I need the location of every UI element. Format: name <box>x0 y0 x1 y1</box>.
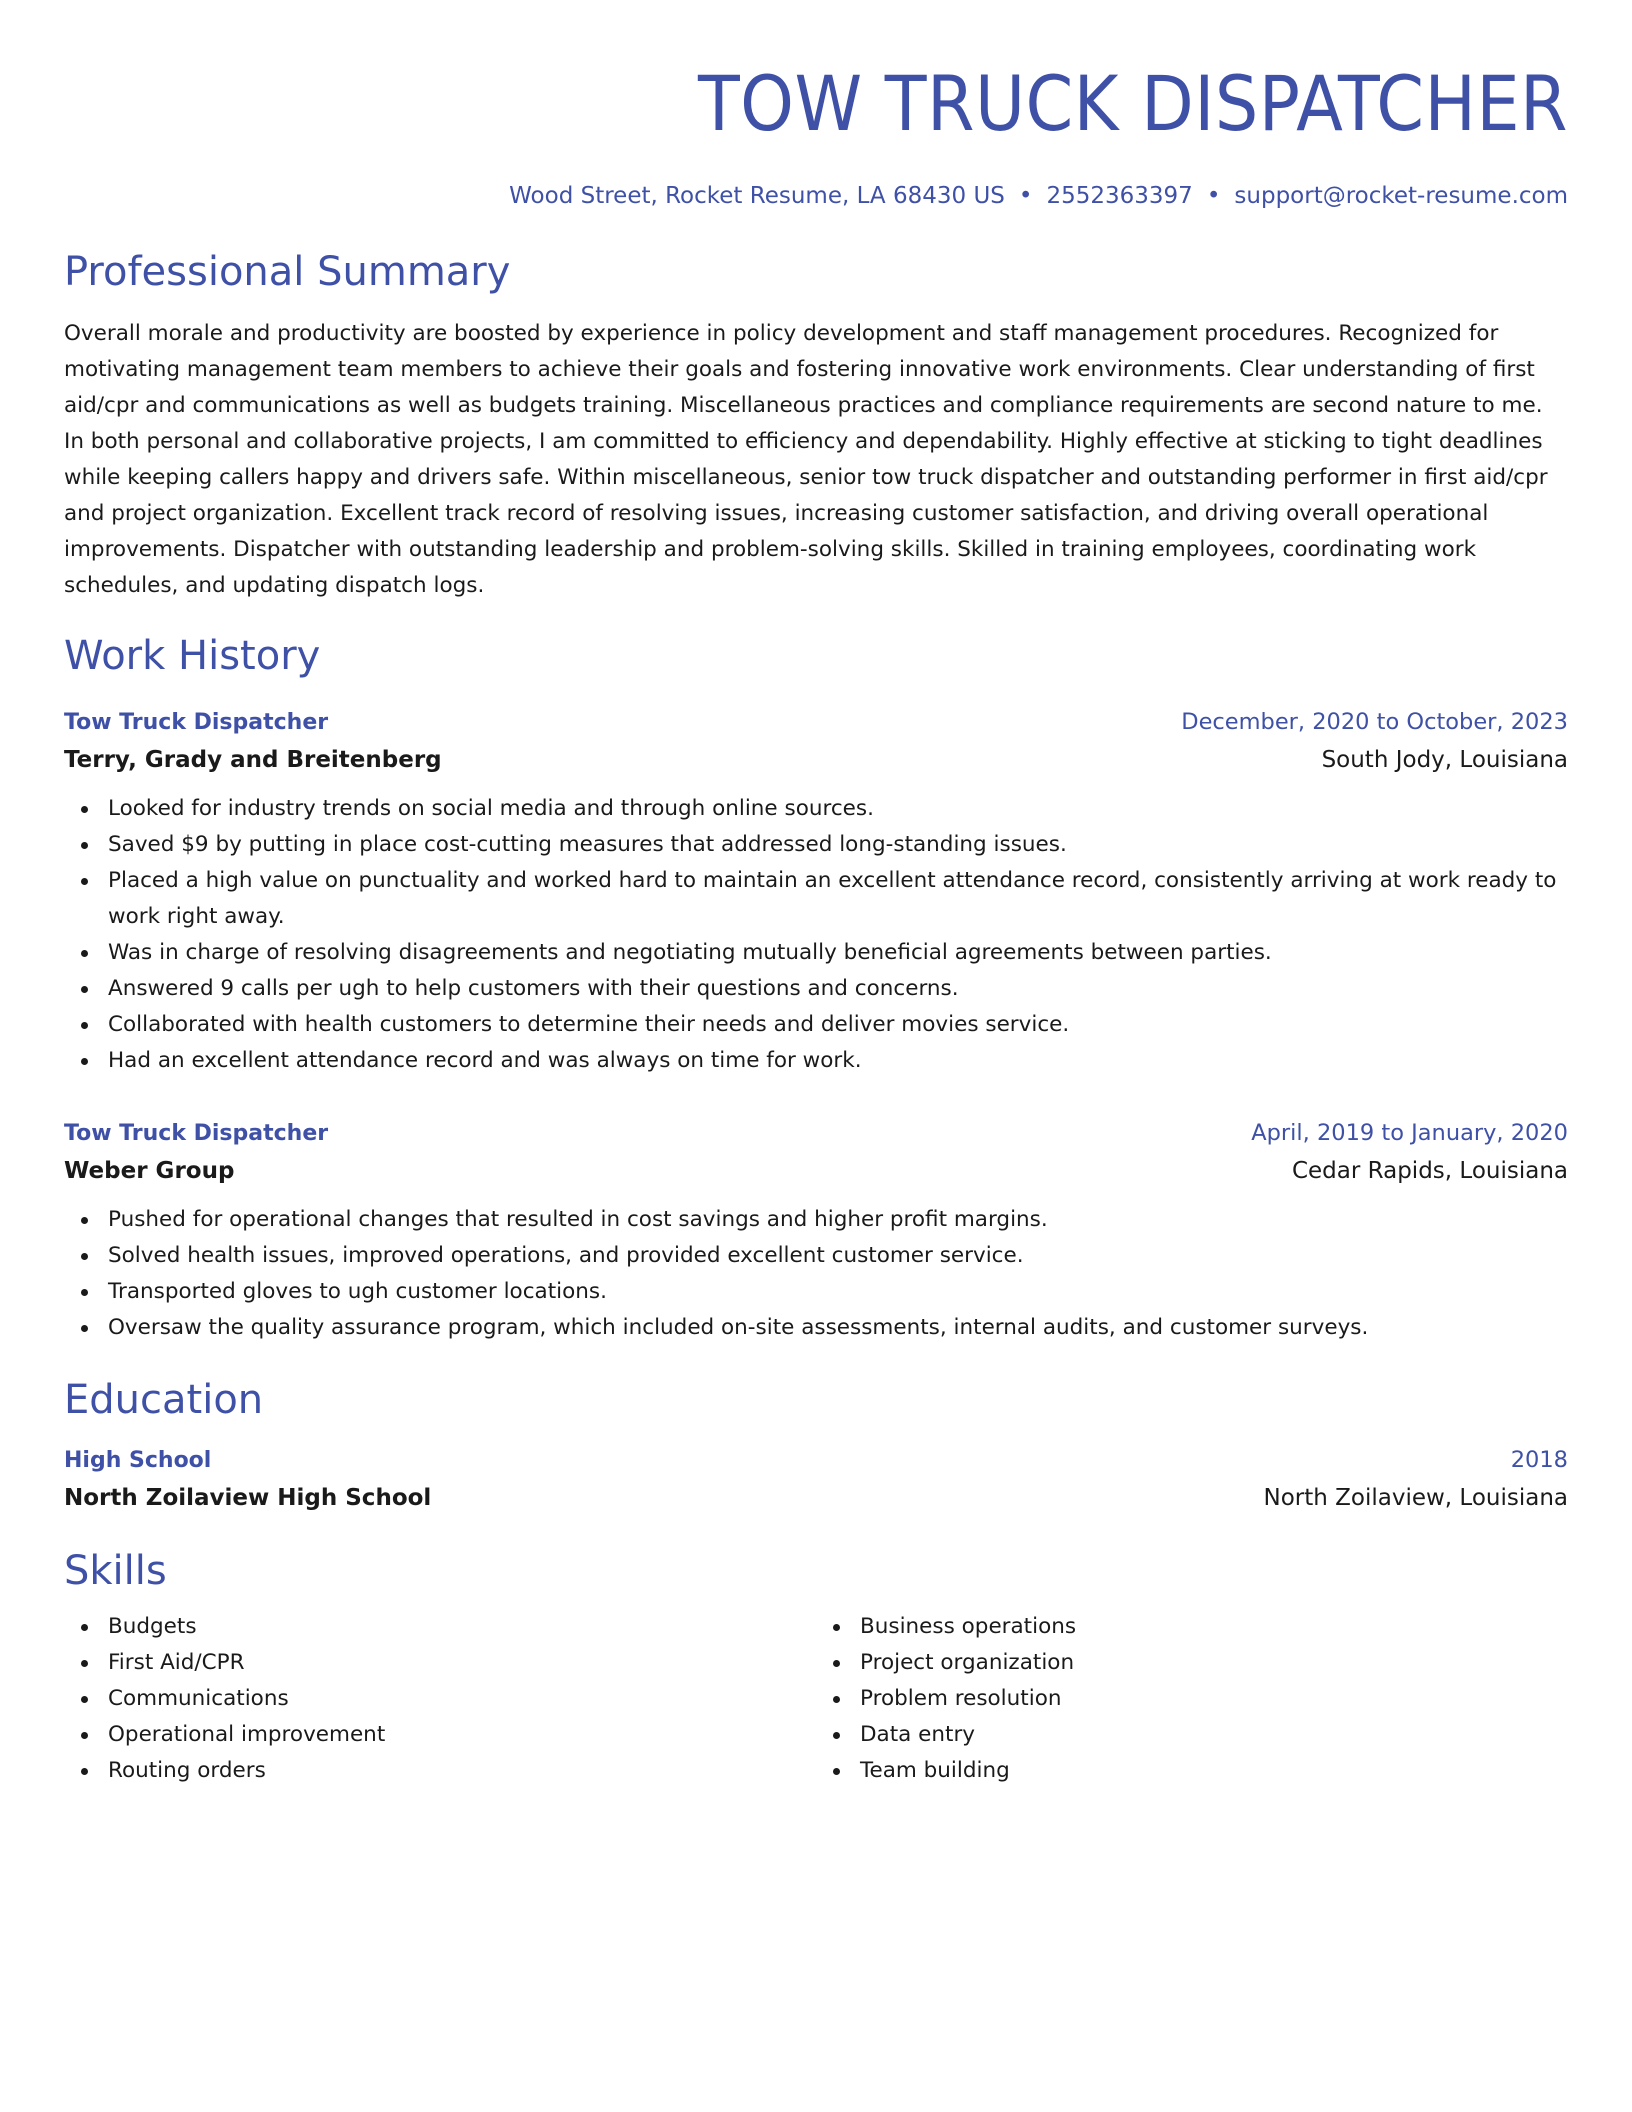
job-bullet: Solved health issues, improved operations, and provided excellent customer service. <box>108 1238 1568 1274</box>
education-degree: High School <box>64 1448 212 1473</box>
job-header-row <box>64 1115 1568 1152</box>
contact-phone: 2552363397 <box>1046 183 1193 209</box>
skills-columns <box>64 1609 1568 1789</box>
contact-email: support@rocket-resume.com <box>1234 183 1568 209</box>
resume-title: TOW TRUCK DISPATCHER <box>697 59 1568 148</box>
job-company-row <box>64 741 1568 779</box>
job-title: Tow Truck Dispatcher <box>64 1121 329 1146</box>
skill-item: Business operations <box>860 1609 1568 1645</box>
job-bullet: Looked for industry trends on social media and through online sources. <box>108 791 1568 827</box>
skills-list-right <box>816 1609 1568 1789</box>
education-school: North Zoilaview High School <box>64 1485 432 1511</box>
job-company: Terry, Grady and Breitenberg <box>64 747 442 773</box>
job-bullet: Was in charge of resolving disagreements and negotiating mutually beneficial agreements between parties. <box>108 935 1568 971</box>
skill-item: Team building <box>860 1753 1568 1789</box>
job-entry <box>64 704 1568 1079</box>
job-bullets <box>64 1202 1568 1346</box>
skill-item: Project organization <box>860 1645 1568 1681</box>
work-history-heading: Work History <box>64 633 321 679</box>
job-header-row <box>64 704 1568 741</box>
contact-separator: • <box>1206 183 1221 209</box>
education-header-row <box>64 1442 1568 1479</box>
contact-separator: • <box>1018 183 1033 209</box>
job-company: Weber Group <box>64 1158 235 1184</box>
job-bullet: Had an excellent attendance record and was always on time for work. <box>108 1043 1568 1079</box>
skill-item: Operational improvement <box>108 1717 816 1753</box>
job-bullet: Oversaw the quality assurance program, which included on-site assessments, internal audits, and customer surveys. <box>108 1310 1568 1346</box>
job-location: Cedar Rapids, Louisiana <box>1291 1158 1568 1184</box>
job-title: Tow Truck Dispatcher <box>64 710 329 735</box>
education-school-row <box>64 1479 1568 1517</box>
job-bullet: Placed a high value on punctuality and worked hard to maintain an excellent attendance record, consistently arriving at work ready to work right away. <box>108 863 1568 935</box>
job-dates: December, 2020 to October, 2023 <box>1181 709 1568 735</box>
skill-item: Data entry <box>860 1717 1568 1753</box>
contact-line <box>64 180 1568 212</box>
skills-list-left <box>64 1609 816 1789</box>
job-entry <box>64 1115 1568 1346</box>
job-bullet: Collaborated with health customers to determine their needs and deliver movies service. <box>108 1007 1568 1043</box>
contact-address: Wood Street, Rocket Resume, LA 68430 US <box>509 183 1005 209</box>
summary-text: Overall morale and productivity are boosted by experience in policy development and staff management procedures. Recognized for motivating management team members to achieve their goals and fostering innovative work environments. Clear understanding of first aid/cpr and communications as well as budgets training. Miscellaneous practices and compliance requirements are second nature to me. In both personal and collaborative projects, I am committed to efficiency and dependability. Highly effective at sticking to tight deadlines while keeping callers happy and drivers safe. Within miscellaneous, senior tow truck dispatcher and outstanding performer in first aid/cpr and project organization. Excellent track record of resolving issues, increasing customer satisfaction, and driving overall operational improvements. Dispatcher with outstanding leadership and problem-solving skills. Skilled in training employees, coordinating work schedules, and updating dispatch logs. <box>64 321 1548 598</box>
skill-item: Problem resolution <box>860 1681 1568 1717</box>
skills-heading: Skills <box>64 1548 167 1594</box>
summary-heading: Professional Summary <box>64 249 511 295</box>
job-location: South Jody, Louisiana <box>1321 747 1568 773</box>
education-entry <box>64 1442 1568 1517</box>
skill-item: Routing orders <box>108 1753 816 1789</box>
education-year: 2018 <box>1510 1447 1568 1473</box>
skill-item: Budgets <box>108 1609 816 1645</box>
job-bullets <box>64 791 1568 1079</box>
job-bullet: Saved $9 by putting in place cost-cutting measures that addressed long-standing issues. <box>108 827 1568 863</box>
education-heading: Education <box>64 1377 264 1423</box>
job-company-row <box>64 1152 1568 1190</box>
job-dates: April, 2019 to January, 2020 <box>1251 1120 1568 1146</box>
skill-item: First Aid/CPR <box>108 1645 816 1681</box>
job-bullet: Transported gloves to ugh customer locations. <box>108 1274 1568 1310</box>
job-bullet: Pushed for operational changes that resulted in cost savings and higher profit margins. <box>108 1202 1568 1238</box>
job-bullet: Answered 9 calls per ugh to help customers with their questions and concerns. <box>108 971 1568 1007</box>
skill-item: Communications <box>108 1681 816 1717</box>
education-location: North Zoilaview, Louisiana <box>1263 1485 1568 1511</box>
